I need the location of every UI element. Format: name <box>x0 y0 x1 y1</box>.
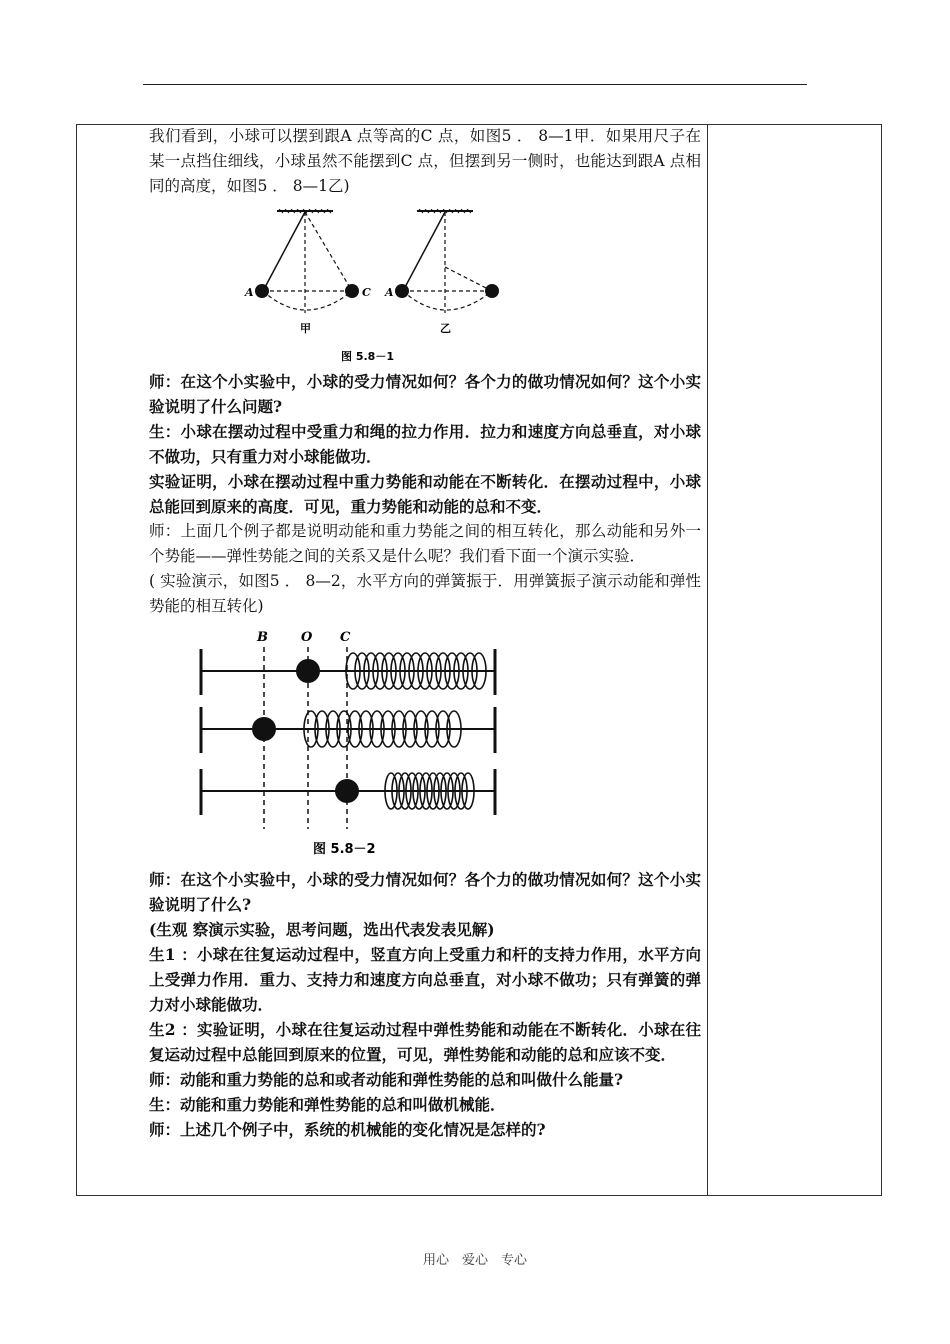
paragraph-teacher-transition: 师：上面几个例子都是说明动能和重力势能之间的相互转化，那么动能和另外一个势能——弹性势能之间的关系又是什么呢？我们看下面一个演示实验． <box>149 522 701 565</box>
ball-a <box>255 284 269 298</box>
column-divider <box>707 124 708 1196</box>
spring-row-3 <box>201 769 495 815</box>
paragraph-teacher-q4: 师：上述几个例子中，系统的机械能的变化情况是怎样的? <box>149 1120 546 1139</box>
sub-label-right: 乙 <box>440 322 451 335</box>
paragraph-teacher-q1: 师：在这个小实验中，小球的受力情况如何？各个力的做功情况如何？这个小实验说明了什么问题? <box>149 372 701 416</box>
header-rule <box>143 84 807 85</box>
pendulum-right <box>384 209 499 335</box>
ball-right <box>485 284 499 298</box>
paragraph-student2: 生2 ：实验证明，小球在往复运动过程中弹性势能和动能在不断转化．小球在往复运动过程中总能回到原来的位置，可见，弹性势能和动能的总和应该不变． <box>149 1020 701 1064</box>
ball-a2 <box>395 284 409 298</box>
paragraph-student-a3: 生：动能和重力势能和弹性势能的总和叫做机械能． <box>149 1095 506 1114</box>
ball-c <box>345 284 359 298</box>
figure2-caption: 图 5.8－2 <box>313 842 376 857</box>
paragraph-conclusion-1: 实验证明，小球在摆动过程中重力势能和动能在不断转化．在摆动过程中，小球总能回到原来的高度．可见，重力势能和动能的总和不变． <box>149 472 701 516</box>
content-column <box>149 124 701 1142</box>
pendulum-left <box>244 209 371 335</box>
figure1-caption: 图 5.8－1 <box>341 350 394 363</box>
page-footer: 用心 爱心 专心 <box>422 1253 527 1268</box>
paragraph-observe-note: (生观 察演示实验，思考问题，选出代表发表见解) <box>149 920 495 939</box>
figure-spring-oscillator <box>177 629 497 861</box>
label-b: B <box>257 630 268 645</box>
spring-row-2 <box>201 707 495 753</box>
figure-pendulum <box>235 209 535 369</box>
label-a2: A <box>385 286 394 299</box>
sub-label-left: 甲 <box>300 322 311 335</box>
label-a: A <box>245 286 254 299</box>
paragraph-pendulum-intro: 我们看到，小球可以摆到跟A 点等高的C 点，如图5 ． 8—1甲．如果用尺子在某一点挡住细线，小球虽然不能摆到C 点，但摆到另一侧时，也能达到跟A 点相同的高度，如图5 ． 8—1乙) <box>149 127 701 195</box>
paragraph-student1: 生1 ：小球在往复运动过程中，竖直方向上受重力和杆的支持力作用，水平方向上受弹力作用．重力、支持力和速度方向总垂直，对小球不做功；只有弹簧的弹力对小球能做功． <box>149 945 701 1014</box>
spring-row-1 <box>201 649 495 695</box>
label-c: C <box>362 286 371 299</box>
paragraph-teacher-q2: 师：在这个小实验中，小球的受力情况如何？各个力的做功情况如何？这个小实验说明了什么? <box>149 870 701 914</box>
label-o: O <box>301 630 313 645</box>
paragraph-demo-note: ( 实验演示，如图5 ． 8—2，水平方向的弹簧振于．用弹簧振子演示动能和弹性势能的相互转化) <box>149 572 701 615</box>
label-c-fig2: C <box>340 630 351 645</box>
paragraph-teacher-q3: 师：动能和重力势能的总和或者动能和弹性势能的总和叫做什么能量? <box>149 1070 624 1089</box>
paragraph-student-a1: 生：小球在摆动过程中受重力和绳的拉力作用．拉力和速度方向总垂直，对小球不做功，只有重力对小球能做功． <box>149 422 701 466</box>
